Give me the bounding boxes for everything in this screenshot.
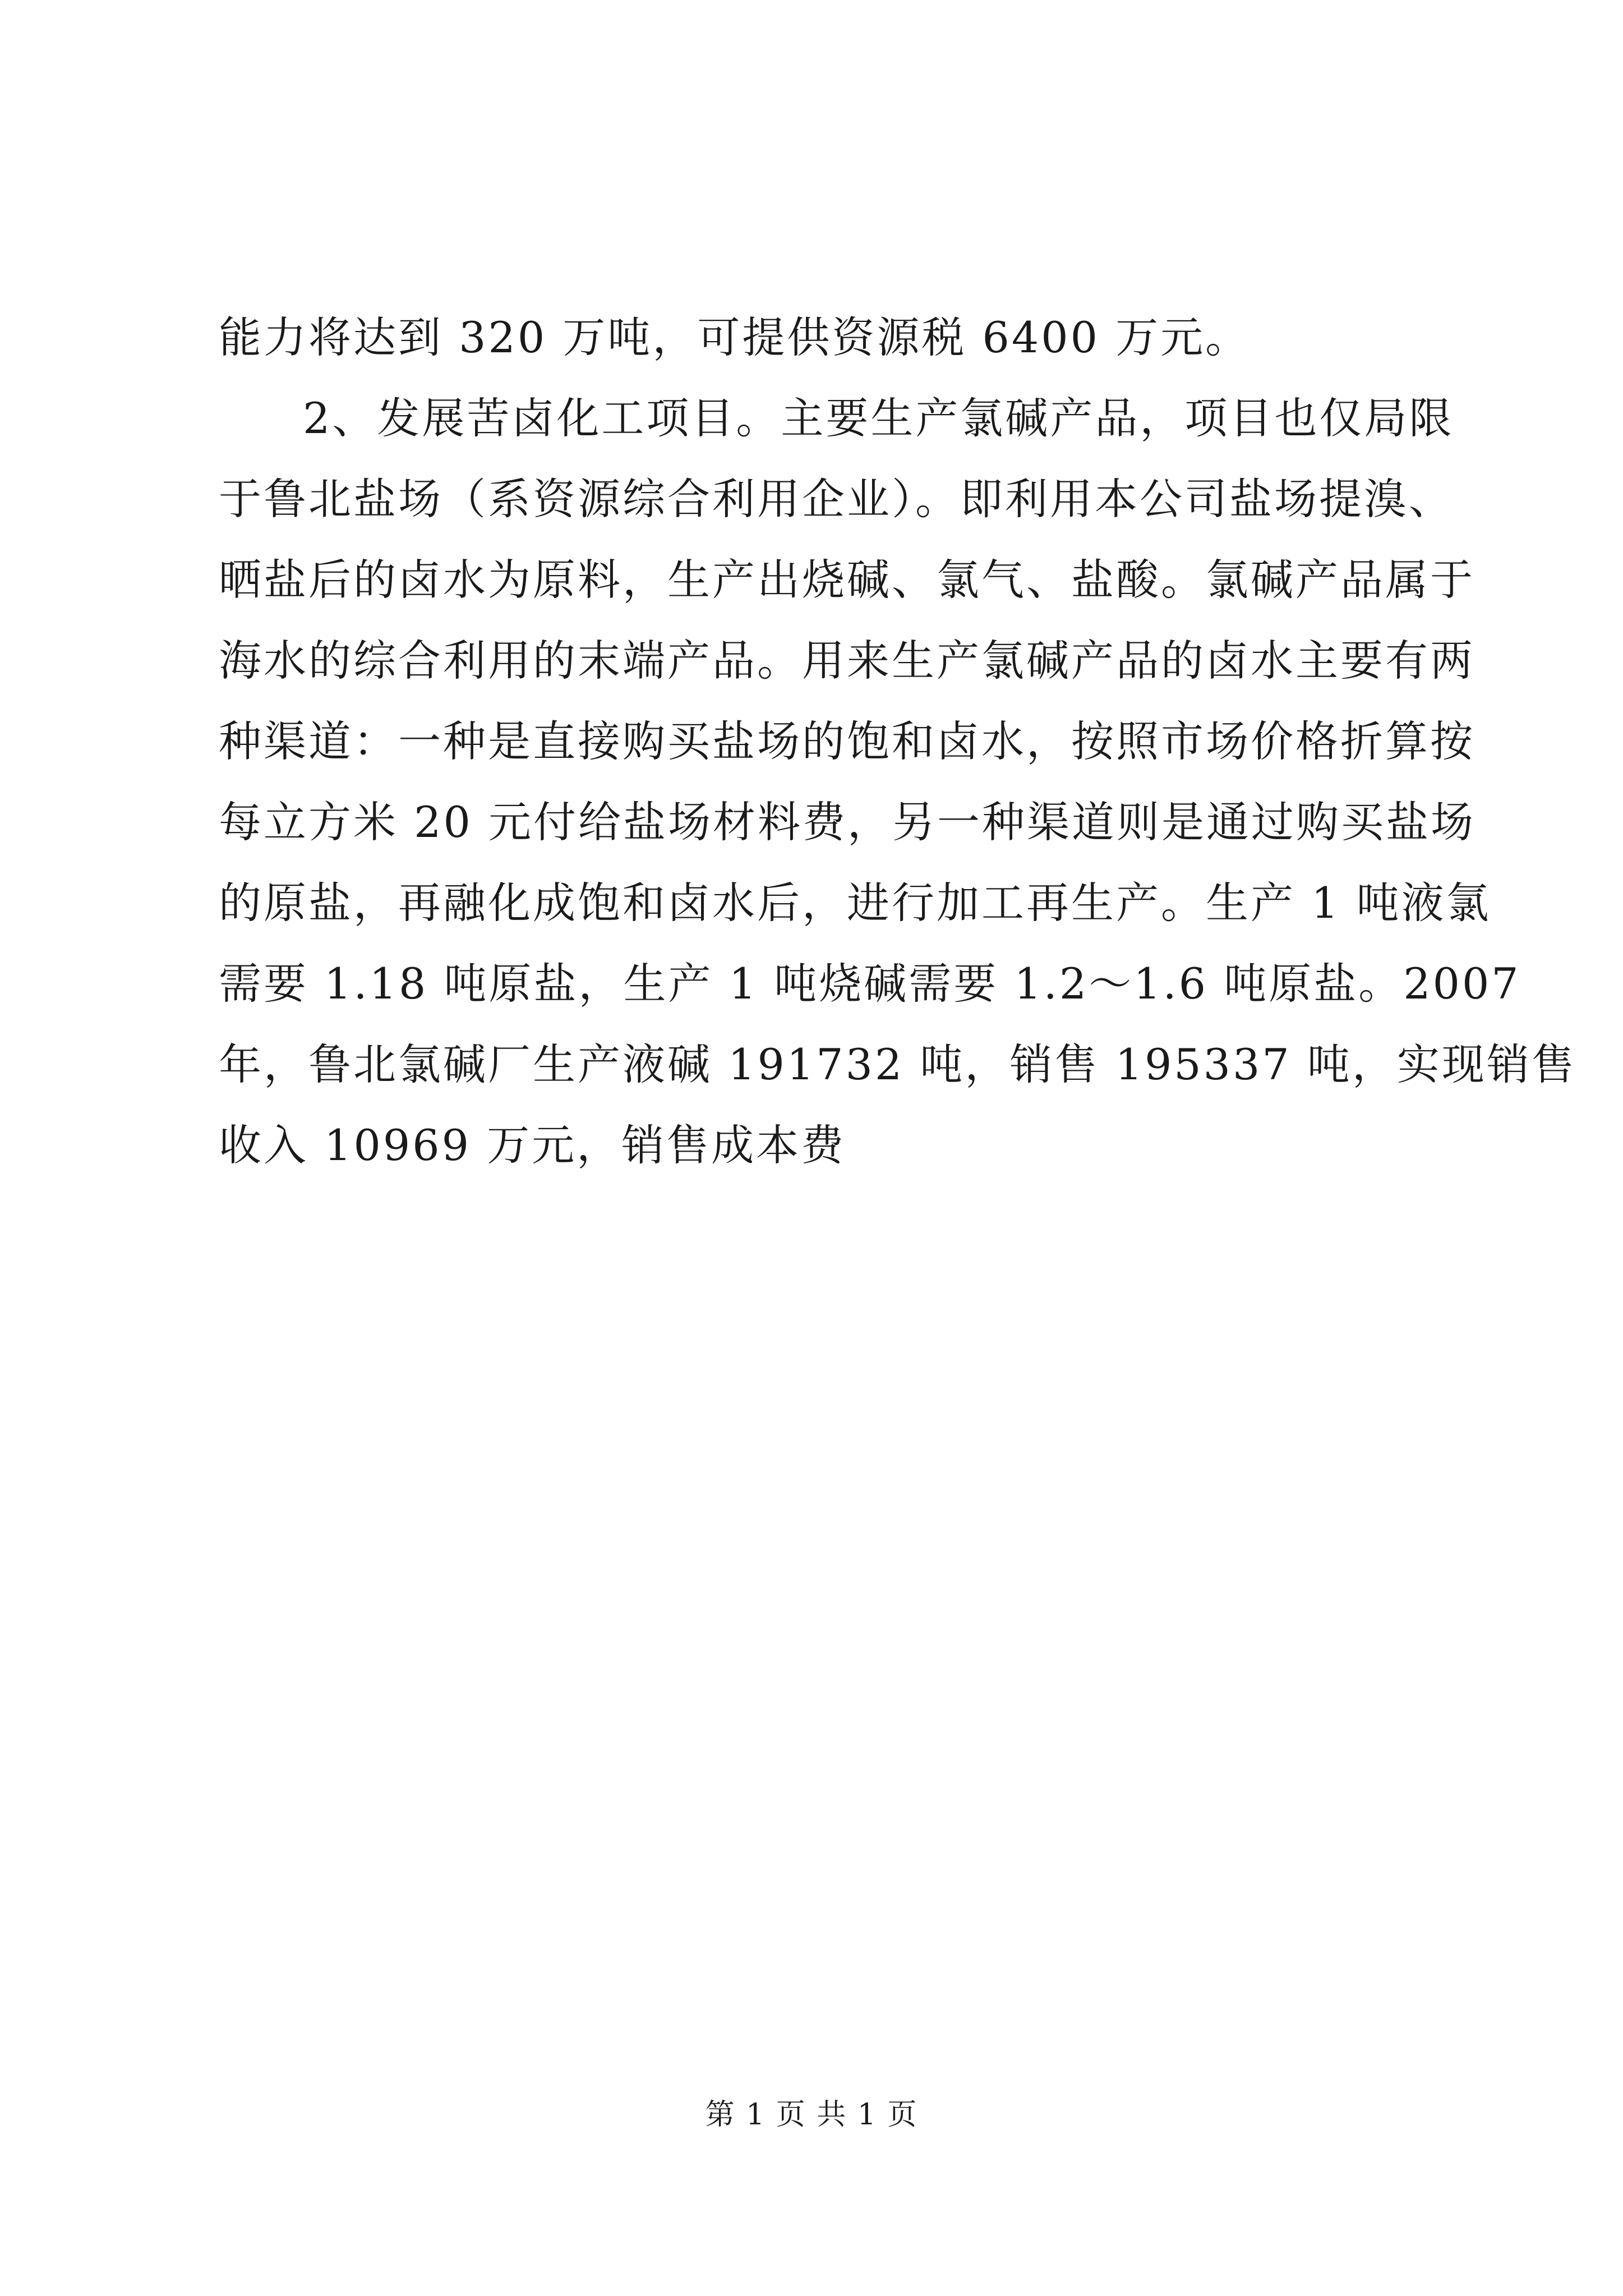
text-line: 于鲁北盐场（系资源综合利用企业）。即利用本公司盐场提溴、 — [219, 474, 1454, 524]
page-footer: 第 1 页 共 1 页 — [705, 2098, 918, 2132]
text-line: 晒盐后的卤水为原料，生产出烧碱、氯气、盐酸。氯碱产品属于 — [219, 555, 1475, 605]
text-line: 收入 10969 万元，销售成本费 — [219, 1120, 846, 1170]
body-text — [219, 297, 1576, 1186]
text-line: 海水的综合利用的末端产品。用来生产氯碱产品的卤水主要有两 — [219, 636, 1475, 685]
text-line: 的原盐，再融化成饱和卤水后，进行加工再生产。生产 1 吨液氯 — [219, 878, 1491, 928]
text-line: 年，鲁北氯碱厂生产液碱 191732 吨，销售 195337 吨，实现销售 — [219, 1039, 1576, 1089]
text-line: 需要 1.18 吨原盐，生产 1 吨烧碱需要 1.2～1.6 吨原盐。2007 — [219, 959, 1521, 1009]
text-line: 种渠道：一种是直接购买盐场的饱和卤水，按照市场价格折算按 — [219, 716, 1475, 766]
text-line: 2、发展苦卤化工项目。主要生产氯碱产品，项目也仅局限 — [303, 393, 1454, 443]
text-line: 每立方米 20 元付给盐场材料费，另一种渠道则是通过购买盐场 — [219, 797, 1476, 847]
text-line: 能力将达到 320 万吨，可提供资源税 6400 万元。 — [219, 312, 1251, 362]
